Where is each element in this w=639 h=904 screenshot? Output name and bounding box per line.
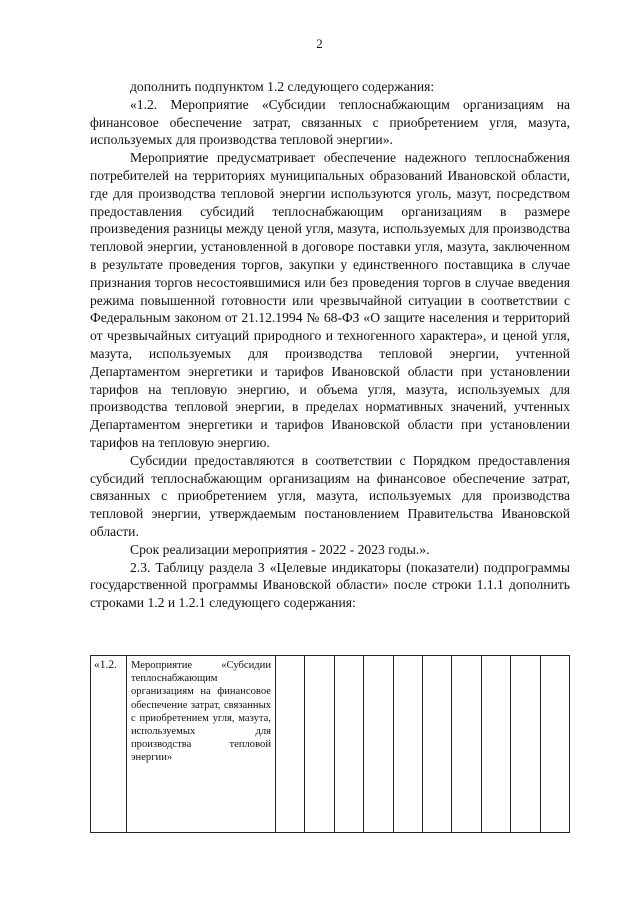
empty-cell (334, 656, 363, 833)
empty-cell (481, 656, 510, 833)
indicators-table (90, 655, 570, 833)
empty-cell (276, 656, 305, 833)
paragraph-table-amendment: 2.3. Таблицу раздела 3 «Целевые индикаторы (показатели) подпрограммы государственной программы Ивановской области» после строки 1.1.1 дополнить строками 1.2 и 1.2.1 следующего содержания: (90, 559, 570, 611)
empty-cell (393, 656, 422, 833)
paragraph-term: Срок реализации мероприятия - 2022 - 2023 годы.». (130, 541, 430, 557)
empty-cell (422, 656, 451, 833)
paragraph-subsidy-order: Субсидии предоставляются в соответствии с Порядком предоставления субсидий теплоснабжающим организациям на финансовое обеспечение затрат, связанных с приобретением угля, мазута, используемых для производства тепловой энергии, утверждаемым постановлением Правительства Ивановской области. (90, 452, 570, 539)
table-row (91, 656, 570, 833)
document-body (90, 78, 570, 612)
empty-cell (452, 656, 481, 833)
empty-cell (511, 656, 540, 833)
paragraph-measure-description: Мероприятие предусматривает обеспечение надежного теплоснабжения потребителей на территориях муниципальных образований Ивановской области, где для производства тепловой энергии используются уголь, мазут, посредством предоставления субсидий теплоснабжающим организациям в размере произведения разницы между ценой угля, мазута, используемых для производства тепловой энергии, установленной в договоре поставки угля, мазута, заключенном в результате проведения торгов, закупки у единственного поставщика в случае признания торгов несостоявшимися или без проведения торгов в случае введения режима повышенной готовности или чрезвычайной ситуации в соответствии с Федеральным законом от 21.12.1994 № 68-ФЗ «О защите населения и территорий от чрезвычайных ситуаций природного и техногенного характера», и ценой угля, мазута, используемых для производства тепловой энергии, учтенной Департаментом энергетики и тарифов Ивановской области при установлении тарифов на тепловую энергию, и объема угля, мазута, используемых для производства тепловой энергии, в пределах нормативных значений, учтенных Департаментом энергетики и тарифов Ивановской области при установлении тарифов на тепловую энергию. (90, 150, 570, 450)
row-name-cell: Мероприятие «Субсидии теплоснабжающим организациям на финансовое обеспечение затрат, связанных с приобретением угля, мазута, используемых для производства тепловой энергии» (127, 656, 276, 833)
paragraph-intro: дополнить подпунктом 1.2 следующего содержания: (130, 79, 435, 94)
paragraph-subitem-title: «1.2. Мероприятие «Субсидии теплоснабжающим организациям на финансовое обеспечение затрат, связанных с приобретением угля, мазута, используемых для производства тепловой энергии». (90, 96, 570, 148)
row-number-cell: «1.2. (91, 656, 127, 833)
empty-cell (364, 656, 393, 833)
empty-cell (540, 656, 569, 833)
page-number: 2 (316, 36, 323, 51)
empty-cell (305, 656, 334, 833)
